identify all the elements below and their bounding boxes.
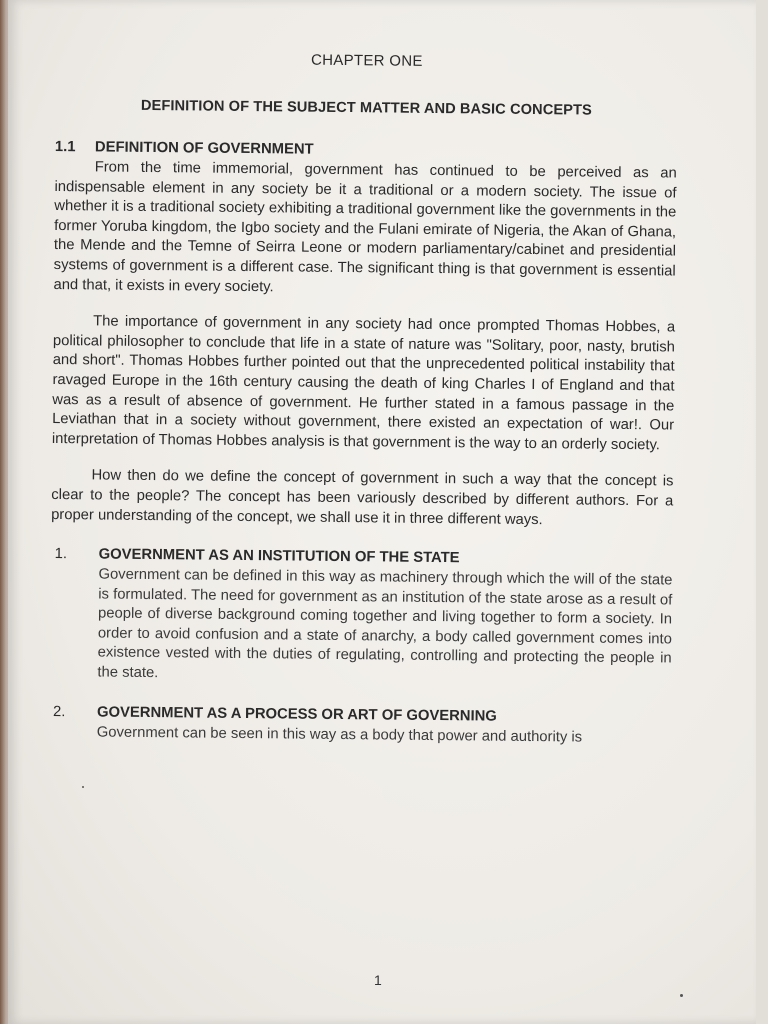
list-item [49,545,672,689]
list-item-number: 1. [54,546,68,563]
paper-sheet [8,0,756,1024]
list-item-text: Government can be seen in this way as a body that power and authority is [96,724,583,746]
list-item-text: Government can be defined in this way as machinery through which the will of the state is formulated. The need for government as an institution of the state arose as a result of people of diverse background coming together and living together to form a society. In order to avoid confusion and a state of anarchy, a body called government comes into existence vested with the duties of regulating, controlling and protecting the people in the state. [97,566,673,682]
paragraph: From the time immemorial, government has continued to be perceived as an indispensable element in any society be it a traditional or a modern society. The issue of whether it is a traditional society exhibiting a traditional government like the governments in the former Yoruba kingdom, the Igbo society and the Fulani emirate of Nigeria, the Akan of Ghana, the Mende and the Temne of Seirra Leone or modern parliamentary/cabinet and presidential systems of government is a different case. The significant thing is that government is essential and that, it exists in every society. [53,159,677,295]
list-item-title: GOVERNMENT AS AN INSTITUTION OF THE STATE [98,546,460,567]
page-content [49,48,678,749]
list-item-number: 2. [52,703,66,720]
ink-speck [680,994,683,997]
chapter-heading: CHAPTER ONE [310,51,423,70]
section-title: DEFINITION OF GOVERNMENT [94,139,314,158]
ink-speck [82,786,84,788]
paragraph: The importance of government in any society had once prompted Thomas Hobbes, a political philosopher to conclude that life in a state of nature was "Solitary, poor, nasty, brutish and short". Thomas Hobbes further pointed out that the unprecedented political instability that ravaged Europe in the 16th century causing the death of king Charles I of England and that was as a result of absence of government. He further stated in a famous passage in the Leviathan that in a society without government, there existed an expectation of war!. Our interpretation of Thomas Hobbes analysis is that government is the way to an orderly society. [51,313,676,454]
list-item-body [97,703,671,749]
paragraph: How then do we define the concept of government in such a way that the concept is clear to the people? The concept has been variously described by different authors. For a proper understanding of the concept, we shall use it in three different ways. [51,467,674,528]
list-item [49,703,671,749]
section-number: 1.1 [54,138,76,156]
list-item-title: GOVERNMENT AS A PROCESS OR ART OF GOVERNING [96,704,497,725]
subject-heading: DEFINITION OF THE SUBJECT MATTER AND BASIC CONCEPTS [140,97,592,119]
list-item-body [97,546,672,690]
page-number: 1 [374,972,382,988]
